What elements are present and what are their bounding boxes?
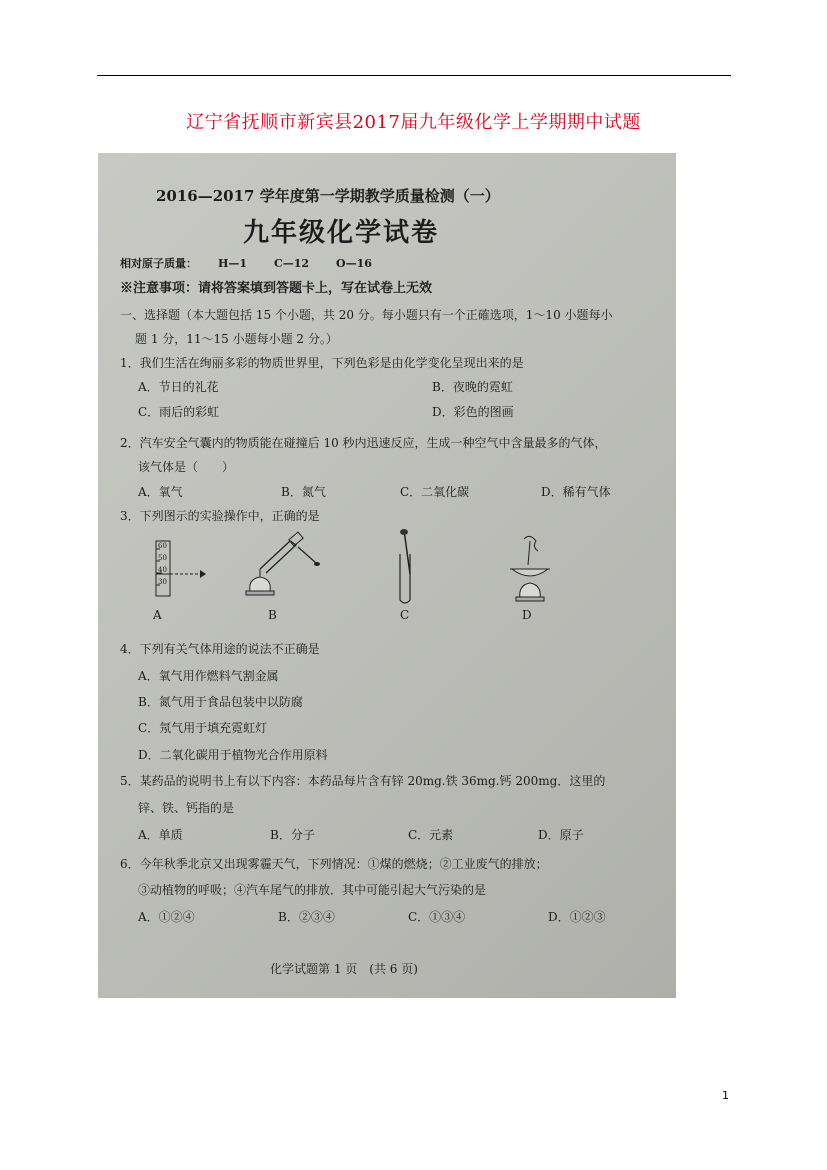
question-2-option-a: A．氧气 (138, 485, 183, 499)
atomic-mass-label: 相对原子质量： (120, 257, 197, 270)
question-2-option-c: C．二氧化碳 (400, 485, 470, 499)
question-1-stem: 1．我们生活在绚丽多彩的物质世界里，下列色彩是由化学变化呈现出来的是 (120, 356, 524, 370)
section-instructions-line2: 题 1 分，11～15 小题每小题 2 分。） (135, 332, 338, 346)
atomic-mass-h: H—1 (218, 257, 248, 270)
question-6-option-c: C．①③④ (408, 910, 466, 924)
question-6-stem-line2: ③动植物的呼吸；④汽车尾气的排放．其中可能引起大气污染的是 (138, 883, 487, 897)
question-5-option-a: A．单质 (138, 828, 183, 842)
question-3-stem: 3．下列图示的实验操作中，正确的是 (120, 509, 320, 523)
cylinder-mark-50: 50 (158, 554, 167, 562)
exam-page-footer: 化学试题第 1 页 (共 6 页) (270, 962, 418, 976)
question-6-stem-line1: 6．今年秋季北京又出现雾霾天气，下列情况：①煤的燃烧；②工业废气的排放； (120, 857, 548, 871)
question-1-option-a: A．节日的礼花 (138, 380, 219, 394)
figure-label-d: D (522, 608, 532, 622)
question-6-option-d: D．①②③ (548, 910, 606, 924)
question-4-option-d: D．二氧化碳用于植物光合作用原料 (138, 748, 328, 762)
question-5-option-c: C．元素 (408, 828, 454, 842)
page-number: 1 (722, 1089, 729, 1102)
figure-label-b: B (268, 608, 277, 622)
question-2-option-d: D．稀有气体 (541, 485, 611, 499)
question-5-option-b: B．分子 (270, 828, 315, 842)
exam-photo (98, 153, 676, 998)
figure-b-lamp-lighting (238, 533, 328, 605)
atomic-mass-o: O—16 (336, 257, 372, 270)
question-5-stem-line2: 锌、铁、钙指的是 (138, 801, 235, 815)
section-instructions-line1: 一、选择题（本大题包括 15 个小题，共 20 分。每小题只有一个正確选项，1～10 小题每小 (120, 308, 613, 322)
cylinder-mark-60: 60 (158, 542, 167, 550)
question-2-option-b: B．氮气 (281, 485, 326, 499)
figure-d-evaporation-setup (506, 533, 556, 605)
question-6-option-a: A．①②④ (138, 910, 195, 924)
question-1-option-d: D．彩色的图画 (432, 405, 514, 419)
exam-title: 九年级化学试卷 (243, 218, 440, 248)
question-4-option-c: C．氖气用于填充霓虹灯 (138, 721, 268, 735)
figure-label-a: A (153, 608, 162, 622)
document-title: 辽宁省抚顺市新宾县2017届九年级化学上学期期中试题 (186, 112, 641, 133)
exam-notice: ※注意事项：请将答案填到答题卡上，写在试卷上无效 (120, 281, 433, 296)
exam-header: 2016—2017 学年度第一学期教学质量检测（一） (156, 187, 500, 205)
cylinder-mark-30: 30 (158, 578, 167, 586)
question-1-option-b: B．夜晚的霓虹 (432, 380, 513, 394)
top-rule (97, 75, 731, 76)
figure-c-test-tube-dropper (390, 528, 430, 608)
question-5-option-d: D．原子 (538, 828, 584, 842)
question-4-option-a: A．氧气用作燃料气割金属 (138, 669, 279, 683)
question-1-option-c: C．雨后的彩虹 (138, 405, 220, 419)
question-6-option-b: B．②③④ (278, 910, 335, 924)
cylinder-mark-40: 40 (158, 566, 167, 574)
question-5-stem-line1: 5．某药品的说明书上有以下内容：本药品每片含有锌 20mg.铁 36mg.钙 200mg．这里的 (120, 774, 606, 788)
figure-label-c: C (400, 608, 410, 622)
question-4-stem: 4．下列有关气体用途的说法不正确是 (120, 642, 320, 656)
atomic-mass-c: C—12 (274, 257, 310, 270)
question-2-stem-line1: 2．汽车安全气囊内的物质能在碰撞后 10 秒内迅速反应，生成一种空气中含量最多的气体， (120, 436, 607, 450)
question-2-stem-line2: 该气体是（ ） (138, 460, 235, 474)
question-4-option-b: B．氮气用于食品包装中以防腐 (138, 695, 303, 709)
